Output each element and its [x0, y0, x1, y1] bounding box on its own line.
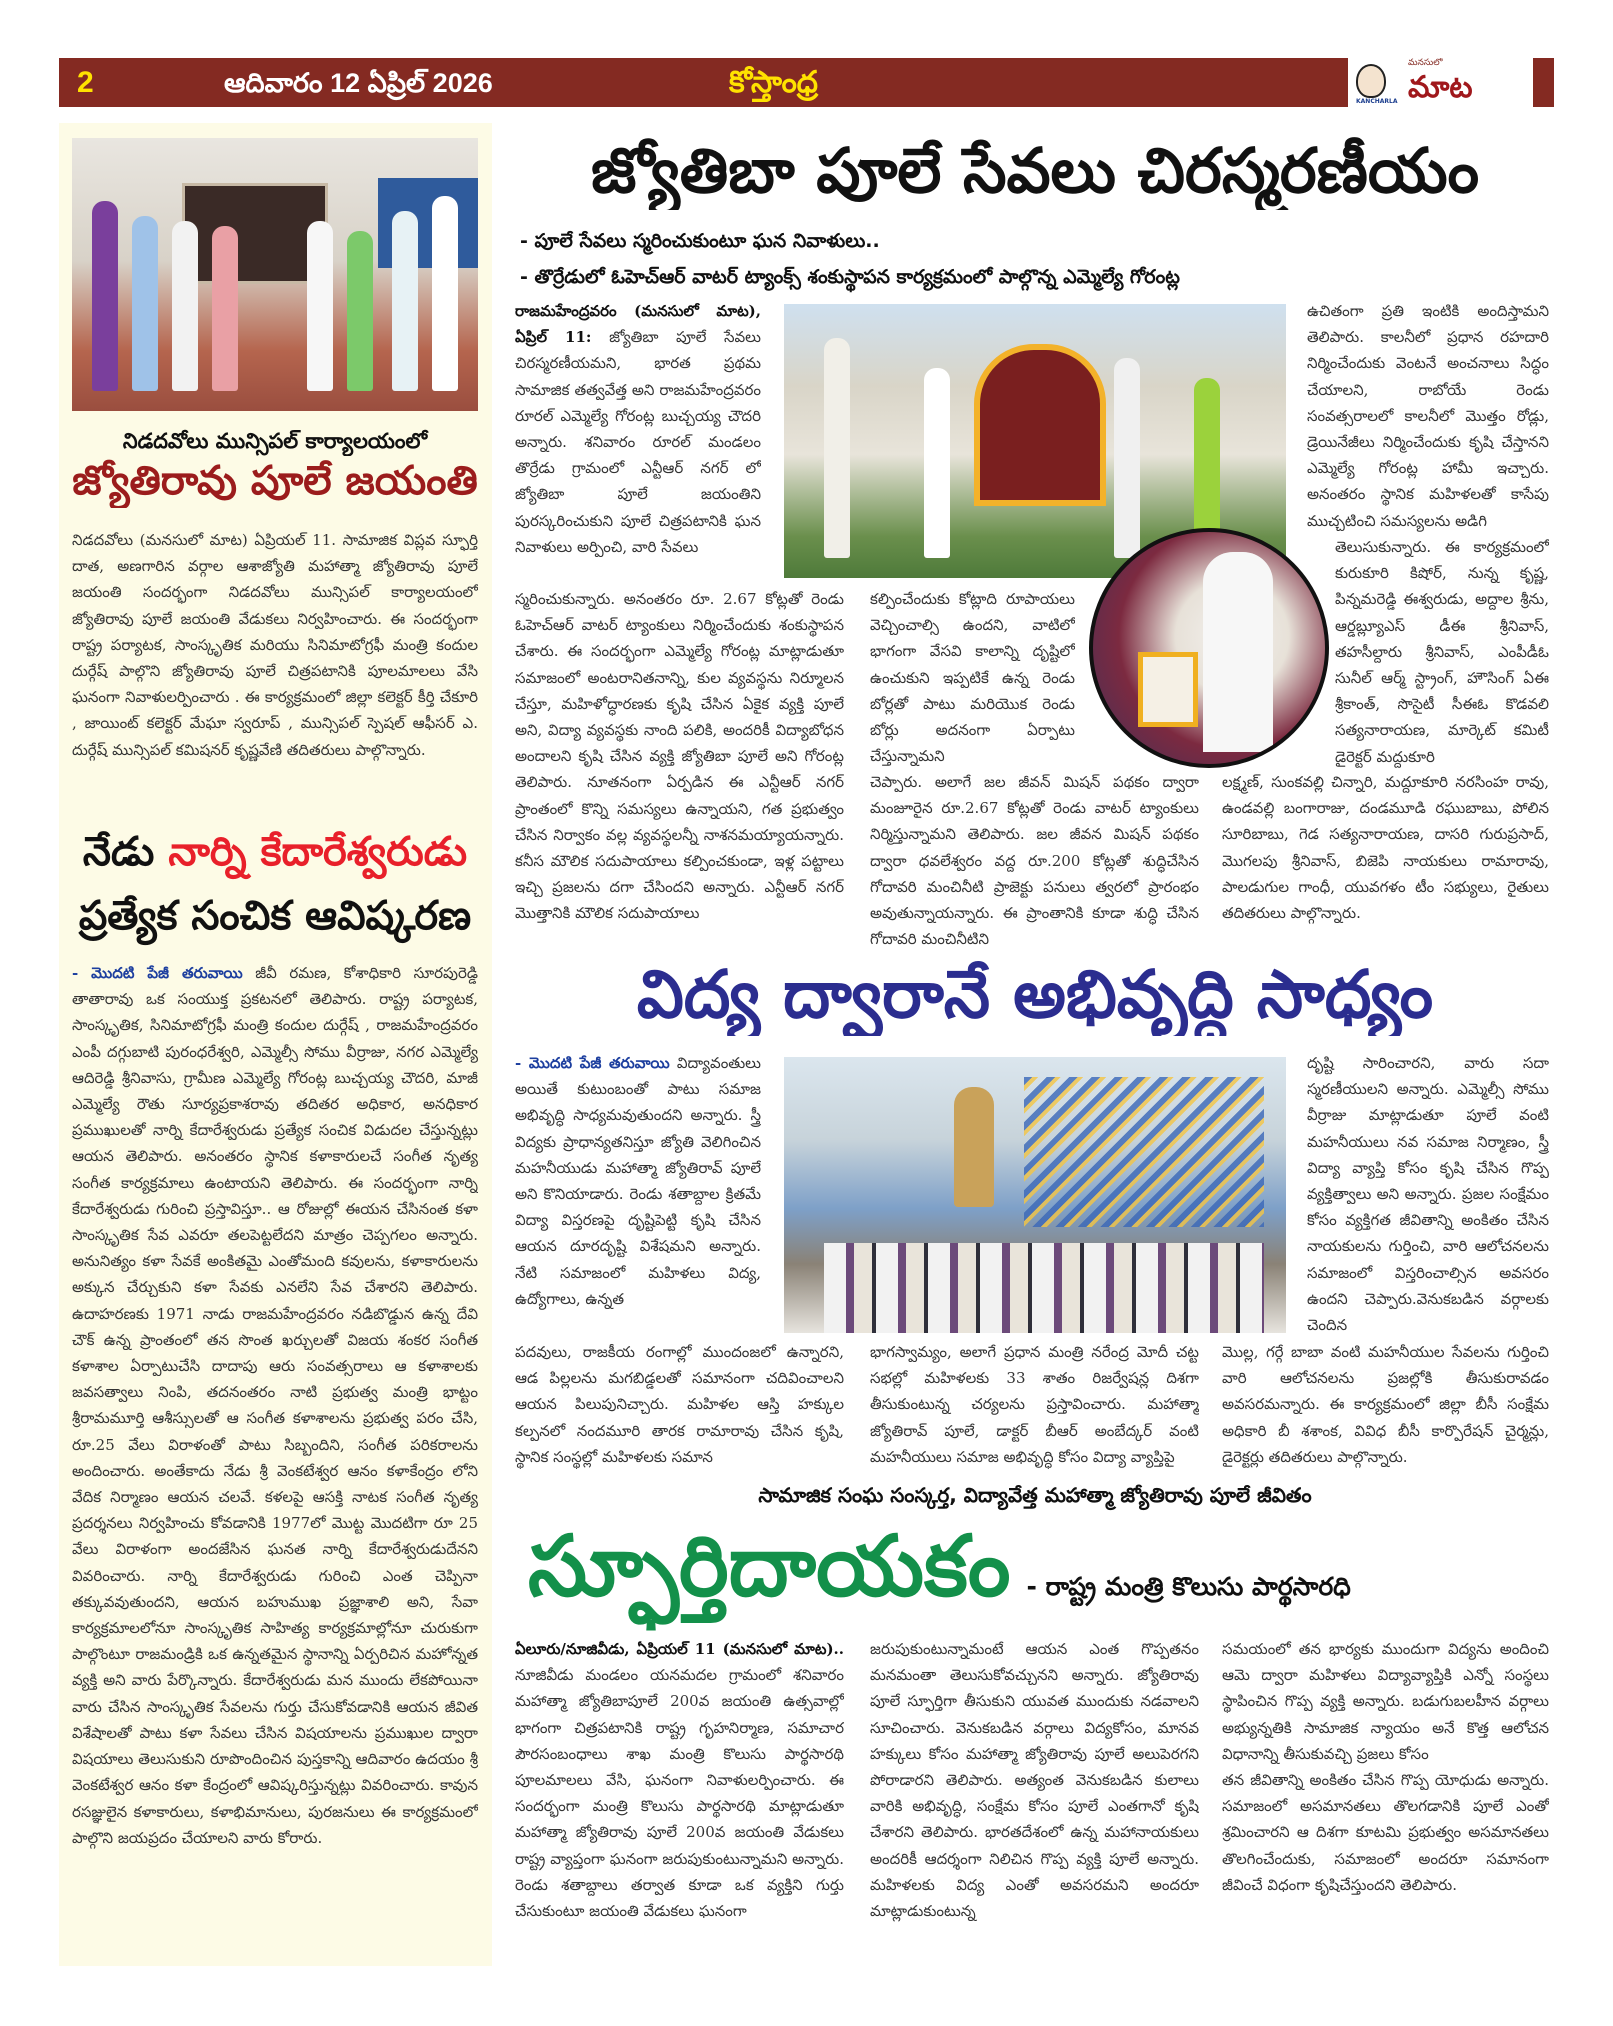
story3-col3-para2: తన జీవితాన్ని అంకితం చేసిన గొప్ప యోధుడు అన్నారు. సమాజంలో అసమానతలు తొలగడానికి పూలే ఎంతో శ్రమించారని ఆ దిశగా కూటమి ప్రభుత్వం అసమానతలు తొలగించేందుకు, సమాజంలో అందరూ సమానంగా జీవించే విధంగా కృషిచేస్తుందని తెలిపారు.: [1222, 1771, 1549, 1894]
story2-col2: భాగస్వామ్యం, అలాగే ప్రధాన మంత్రి నరేంద్ర మోదీ చట్ట సభల్లో మహిళలకు 33 శాతం రిజర్వేషన్ల దిశగా తీసుకుంటున్న చర్యలను ప్రస్తావించారు. మహాత్మా జ్యోతిరావ్ పూలే, డాక్టర్ బీఆర్ అంబేద్కర్ వంటి మహనీయులు సమాజ అభివృద్ధి కోసం విద్యా వ్యాప్తిపై: [870, 1343, 1199, 1466]
story1-text: జ్యోతిబా పూలే సేవలు చిరస్మరణీయమని, భారత ప్రథమ సామాజిక తత్వవేత్త అని రాజమహేంద్రవరం రూరల్ ఎమ్మెల్యే గోరంట్ల బుచ్చయ్య చౌదరి అన్నారు. శనివారం రూరల్ మండలం తొర్రేడు గ్రామంలో ఎన్టీఆర్ నగర్ లో జ్యోతిబా పూలే జయంతిని పురస్కరించుకుని పూలే చిత్రపటానికి ఘన నివాళులు అర్పించి, వారి సేవలు: [515, 328, 761, 556]
headline-word-today: నేడు: [82, 829, 155, 875]
photo-person: [392, 211, 418, 391]
story3-byline: - రాష్ట్ర మంత్రి కొలుసు పార్థసారధి: [1026, 1572, 1351, 1601]
story2-col3-bottom: మొల్ల, గర్గే బాబా వంటి మహనీయుల సేవలను గుర్తించి వారి ఆలోచనలను ప్రజల్లోకి తీసుకురావడం అవసరమన్నారు. ఈ కార్యక్రమంలో జిల్లా బీసీ సంక్షేమ అధికారి బీ శశాంక, వివిధ బీసీ కార్పొరేషన్ చైర్మన్లు, డైరెక్టర్లు తదితరులు పాల్గొన్నారు.: [1222, 1343, 1549, 1466]
left-story2-text: జీవీ రమణ, కోశాధికారి సూరపురెడ్డి తాతారావు ఒక సంయుక్త ప్రకటనలో తెలిపారు. రాష్ట్ర పర్యాటక, సాంస్కృతిక, సినిమాటోగ్రఫీ మంత్రి కందుల దుర్గేష్ , రాజమహేంద్రవరం ఎంపీ దగ్గుబాటి పురంధరేశ్వరి, ఎమ్మెల్సీ సోము వీర్రాజు, నగర ఎమ్మెల్యే ఆదిరెడ్డి శ్రీనివాసు, గ్రామీణ ఎమ్మెల్యే గోరంట్ల బుచ్చయ్య చౌదరి, మాజీ ఎమ్మెల్యే రౌతు సూర్యప్రకాశరావు తదితర అధికార, అనధికార ప్రముఖులతో నార్ని కేదారేశ్వరుడు ప్రత్యేక సంచిక విడుదల చేస్తున్నట్లు ఆయన తెలిపారు. అనంతరం స్థానిక కళాకారులచే సంగీత నృత్య సంగీత కార్యక్రమాలు ఉంటాయని తెలిపారు. ఈ సందర్భంగా నార్ని కేదారేశ్వరుడు గురించి ప్రస్తావిస్తూ.. ఆ రోజుల్లో ఈయన చేసినంత కళా సాంస్కృతిక సేవ ఎవరూ తలపెట్టలేదని మాత్రం చెప్పగలం అన్నారు. అనునిత్యం కళా సేవకే అంకితమై ఎంతోమంది కవులను, కళాకారులను అక్కున చేర్చుకుని కళా సేవకు ఎనలేని సేవ చేశారని తెలిపారు. ఉదాహరణకు 1971 నాడు రాజమహేంద్రవరం నడిబొడ్డున ఉన్న దేవి చౌక్ ఉన్న ప్రాంతంలో తన సొంత ఖర్చులతో విజయ శంకర సంగీత కళాశాల ఏర్పాటుచేసి దాదాపు ఆరు సంవత్సరాలు ఆ కళాశాలకు జవసత్వాలు నింపి, తదనంతరం నాటి ప్రభుత్వ మంత్రి భాట్టం శ్రీరామమూర్తి ఆశీస్సులతో ఆ సంగీత కళాశాలను ప్రభుత్వ పరం చేసి, రూ.25 వేలు విరాళంతో పాటు సిబ్బందిని, సంగీత పరికరాలను అందించారు. అంతేకాదు నేడు శ్రీ వెంకటేశ్వర ఆనం కళాకేంద్రం లోని వేదిక నిర్మాణం ఆయన చలవే. కళలపై ఆసక్తి నాటక సంగీత నృత్య ప్రదర్శనలు నిర్వహించు కోవడానికి 1977లో మొట్ట మొదటిగా రూ 25 వేలు విరాళంగా అందజేసిన ఘనత నార్ని కేదారేశ్వరుడుదేనని వివరించారు. నార్ని కేదారేశ్వరుడు గురించి ఎంత చెప్పినా తక్కువవుతుందని, ఆయన బహుముఖ ప్రజ్ఞాశాలి అని, సేవా కార్యక్రమాలలోనూ సాంస్కృతిక సాహిత్య కార్యక్రమాల్లోనూ చురుకుగా పాల్గొంటూ రాజమండ్రికి ఒక ఉన్నతమైన స్థానాన్ని ఏర్పరిచిన మహోన్నత వ్యక్తి అని వారు పేర్కొన్నారు. కేదారేశ్వరుడు మన ముందు లేకపోయినా వారు చేసిన సాంస్కృతిక సేవలను గుర్తు చేసుకోవడానికి ఆయన జీవిత విశేషాలతో పాటు కళా సేవలు చేసిన విషయాలను ప్రముఖుల ద్వారా విషయాలు తెలుసుకుని రూపొందించిన పుస్తకాన్ని ఆదివారం ఉదయం శ్రీ వెంకటేశ్వర ఆనం కళా కేంద్రంలో ఆవిష్కరిస్తున్నట్లు వివరించారు. కావున రసజ్ఞులైన కళాకారులు, కళాభిమానులు, పురజనులు ఈ కార్యక్రమంలో పాల్గొని జయప్రదం చేయాలని వారు కోరారు.: [72, 964, 478, 1847]
portrait-frame: [1138, 652, 1198, 727]
logo-brand: KANCHARLA: [1356, 98, 1398, 105]
story1-col2-top: కల్పించేందుకు కోట్లాది రూపాయలు వెచ్చించాల్సి ఉందని, వాటిలో భాగంగా వేసవి కాలాన్ని దృష్టిలో ఉంచుకుని ఇప్పటికే ఉన్న రెండు బోర్లతో పాటు మరియొక రెండు బోర్లు అదనంగా ఏర్పాటు చేస్తున్నామని: [870, 590, 1075, 766]
photo-person: [172, 221, 198, 391]
photo-caption: నిడదవోలు మున్సిపల్ కార్యాలయంలో: [122, 429, 428, 453]
tribute-inset-photo: [1089, 528, 1329, 768]
photo-crowd: [824, 1243, 1264, 1333]
story3-text: నూజివీడు మండలం యనమదల గ్రామంలో శనివారం మహాత్మా జ్యోతిబాపూలే 200వ జయంతి ఉత్సవాల్లో భాగంగా చిత్రపటానికి రాష్ట్ర గృహనిర్మాణ, సమాచార పౌరసంబంధాలు శాఖ మంత్రి కొలుసు పార్థసారథి పూలమాలలు వేసి, ఘనంగా నివాళులర్పించారు. ఈ సందర్భంగా మంత్రి కొలుసు పార్థసారథి మాట్లాడుతూ మహాత్మా జ్యోతిరావు పూలే 200వ జయంతి వేడుకలు రాష్ట్ర వ్యాప్తంగా ఘనంగా జరుపుకుంటున్నామని అన్నారు. రెండు శతాబ్దాలు తర్వాత కూడా ఒక వ్యక్తిని గుర్తు చేసుకుంటూ జయంతి వేడుకలు ఘనంగా: [515, 1666, 844, 1921]
edition-region: కోస్తాంధ్ర: [729, 64, 818, 100]
story3-kicker: సామాజిక సంఘ సంస్కర్త, విద్యావేత్త మహాత్మా జ్యోతిరావు పూలే జీవితం: [758, 1483, 1312, 1507]
photo-person: [307, 221, 333, 391]
photo-person: [347, 231, 373, 391]
story3-col3-para1: సమయంలో తన భార్యకు ముందుగా విద్యను అందించి ఆమె ద్వారా మహిళలు విద్యావ్యాప్తికి ఎన్నో సంస్థలు స్థాపించిన గొప్ప వ్యక్తి అన్నారు. బడుగుబలహీన వర్గాలు అభ్యున్నతికి సామాజిక న్యాయం అనే కొత్త ఆలోచన విధానాన్ని తీసుకువచ్చి ప్రజలు కోసం: [1222, 1640, 1549, 1763]
story2-text: విద్యావంతులు అయితే కుటుంబంతో పాటు సమాజ అభివృద్ధి సాధ్యమవుతుందని అన్నారు. స్త్రీ విద్యకు ప్రాధాన్యతనిస్తూ జ్యోతి వెలిగించిన మహనీయుడు మహాత్మా జ్యోతిరావ్ పూలే అని కొనియాడారు. రెండు శతాబ్దాల క్రితమే విద్యా విస్తరణపై దృష్టిపెట్టి కృషి చేసిన ఆయన దూరదృష్టి విశేషమని అన్నారు. నేటి సమాజంలో మహిళలు విద్య, ఉద్యోగాలు, ఉన్నత: [515, 1054, 761, 1308]
photo-person: [132, 216, 158, 391]
story1-dateline: రాజమహేంద్రవరం (మనసులో మాట), ఏప్రిల్ 11:: [515, 302, 761, 347]
continued-from-label: - మొదటి పేజీ తరువాయి: [72, 964, 243, 982]
story3-col3: [1222, 1636, 1549, 1951]
story1-col3-mid: తెలుసుకున్నారు. ఈ కార్యక్రమంలో కురుకూరి కిషోర్, నున్న కృష్ణ, పిన్నమరెడ్డి ఈశ్వరుడు, అద్దాల శ్రీను, ఆర్డబ్ల్యూఎస్ డీఈ శ్రీనివాస్, తహసీల్దారు శ్రీనివాస్, ఎంపీడీఓ సునీల్ ఆర్మ్ స్ట్రాంగ్, హౌసింగ్ ఏఈ శ్రీకాంత్, సొసైటీ సీఈఓ కొడవలి సత్యనారాయణ, మార్కెట్ కమిటీ డైరెక్టర్ మద్దుకూరి: [1335, 538, 1549, 766]
headline-name-highlight: నార్ని కేదారేశ్వరుడు: [168, 829, 468, 875]
story1-subhead: - తొర్రేడులో ఓహెచ్ఆర్ వాటర్ ట్యాంక్స్ శంకుస్థాపన కార్యక్రమంలో పాల్గొన్న ఎమ్మెల్యే గోరంట్ల: [520, 266, 1180, 288]
statue-garlanding-photo: [784, 1057, 1286, 1333]
photo-person: [212, 226, 238, 391]
logo-title: మాట: [1408, 70, 1473, 105]
story1-headline: జ్యోతిబా పూలే సేవలు చిరస్మరణీయం: [590, 136, 1480, 207]
photo-statue: [954, 1087, 994, 1207]
photo-staircase: [1024, 1077, 1264, 1227]
left-story-body: నిడదవోలు (మనసులో మాట) ఏప్రియల్ 11. సామాజిక విప్లవ స్ఫూర్తి దాత, అణగారిన వర్గాల ఆశాజ్యోతి మహాత్మా జ్యోతిరావు పూలే జయంతి సందర్భంగా నిడదవోలు మున్సిపల్ కార్యాలయంలో జ్యోతిరావు పూలే జయంతి వేడుకలు నిర్వహించారు. ఈ సందర్భంగా రాష్ట్ర పర్యాటక, సాంస్కృతిక మరియు సినిమాటోగ్రఫీ మంత్రి కందుల దుర్గేష్ పాల్గొని జ్యోతిరావు పూలే చిత్రపటానికి పూలమాలలు వేసి ఘనంగా నివాళులర్పించారు . ఈ కార్యక్రమంలో జిల్లా కలెక్టర్ కీర్తి చేకూరి , జాయింట్ కలెక్టర్ మేఘా స్వరూప్ , మున్సిపల్ స్పెషల్ ఆఫీసర్ ఎ. దుర్గేష్ మున్సిపల్ కమిషనర్ కృష్ణవేణి తదితరులు పాల్గొన్నారు.: [72, 531, 478, 759]
edition-date: ఆదివారం 12 ఏప్రిల్ 2026: [224, 67, 493, 98]
story2-col1-bottom: పదవులు, రాజకీయ రంగాల్లో ముందంజలో ఉన్నారని, ఆడ పిల్లలను మగబిడ్డలతో సమానంగా చదివించాలని ఆయన పిలుపునిచ్చారు. మహిళల ఆస్తి హక్కుల కల్పనలో నందమూరి తారక రామారావు చేసిన కృషి, స్థానిక సంస్థల్లో మహిళలకు సమాన: [515, 1343, 844, 1466]
logo-subtitle: మనసులో: [1408, 58, 1443, 68]
story2-col3-top: దృష్టి సారించారని, వారు సదా స్మరణీయులని అన్నారు. ఎమ్మెల్సీ సోము వీర్రాజు మాట్లాడుతూ పూలే వంటి మహనీయులు నవ సమాజ నిర్మాణం, స్త్రీ విద్యా వ్యాప్తి కోసం కృషి చేసిన గొప్ప వ్యక్తిత్వాలు అని అన్నారు. ప్రజల సంక్షేమం కోసం వ్యక్తిగత జీవితాన్ని అంకితం చేసిన నాయకులను గుర్తించి, వారి ఆలోచనలను సమాజంలో విస్తరించాల్సిన అవసరం ఉందని చెప్పారు.వెనుకబడిన వర్గాలకు చెందిన: [1307, 1054, 1549, 1335]
continued-from-label: - మొదటి పేజీ తరువాయి: [515, 1054, 670, 1072]
story1-col3-top: ఉచితంగా ప్రతి ఇంటికి అందిస్తామని తెలిపారు. కాలనీలో ప్రధాన రహదారి నిర్మించేందుకు వెంటనే అంచనాలు సిద్ధం చేయాలని, రాబోయే రెండు సంవత్సరాలలో కాలనీలో మొత్తం రోడ్లు, డ్రెయినేజీలు నిర్మించేందుకు కృషి చేస్తానని ఎమ్మెల్యే గోరంట్ల హామీ ఇచ్చారు. అనంతరం స్థానిక మహిళలతో కాసేపు ముచ్చటించి సమస్యలను అడిగి: [1307, 302, 1549, 530]
masthead-bar-tail: [1533, 58, 1554, 107]
photo-person: [1203, 552, 1273, 752]
story1-subhead: - పూలే సేవలు స్మరించుకుంటూ ఘన నివాళులు..: [520, 230, 880, 252]
story1-col3-bottom: లక్ష్మణ్, సుంకవల్లి చిన్నారి, మద్దూకూరి నరసింహ రావు, ఉండవల్లి బంగారాజు, దండమూడి రఘుబాబు, పోలిన సూరిబాబు, గెడ సత్యనారాయణ, దాసరి గురుప్రసాద్, మొగలపు శ్రీనివాస్, బిజెపి నాయకులు రామారావు, పాలడుగుల గాంధీ, యువగళం టీం సభ్యులు, రైతులు తదితరులు పాల్గొన్నారు.: [1222, 773, 1549, 923]
left-headline2-line2: ప్రత్యేక సంచిక ఆవిష్కరణ: [78, 893, 472, 939]
photo-person: [92, 201, 118, 391]
story3-headline: స్ఫూర్తిదాయకం: [528, 1517, 1011, 1615]
story1-col1-bottom: స్మరించుకున్నారు. అనంతరం రూ. 2.67 కోట్లతో రెండు ఓహెచ్ఆర్ వాటర్ ట్యాంకులు నిర్మించేందుకు శంకుస్థాపన చేశారు. ఈ సందర్భంగా ఎమ్మెల్యే గోరంట్ల మాట్లాడుతూ సమాజంలో అంటరానితనాన్ని, కుల వ్యవస్థను నిర్మూలన చేస్తూ, మహిళోద్ధారణకు కృషి చేసిన ఏకైక వ్యక్తి పూలే అని, విద్యా వ్యవస్థకు నాంది పలికి, అందరికీ విద్యాబోధన అందాలని కృషి చేసిన వ్యక్తి జ్యోతిబా పూలే అని గోరంట్ల తెలిపారు. నూతనంగా ఏర్పడిన ఈ ఎన్టీఆర్ నగర్ ప్రాంతంలో కొన్ని సమస్యలు ఉన్నాయని, గత ప్రభుత్వం చేసిన నిర్వాకం వల్ల వ్యవస్థలన్నీ నాశనమయ్యాయన్నారు. కనీస మౌలిక సదుపాయాలు కల్పించకుండా, ఇళ్ల పట్టాలు ఇచ్చి ప్రజలను దగా చేసిందని అన్నారు. ఎన్టీఆర్ నగర్ మొత్తానికి మౌలిక సదుపాయాలు: [515, 590, 844, 923]
story3-dateline: ఏలూరు/నూజివీడు, ఏప్రియల్ 11 (మనసులో మాట)..: [515, 1640, 844, 1658]
photo-person: [924, 368, 950, 558]
story2-col1-top: [515, 1050, 761, 1339]
founder-portrait-icon: [1356, 64, 1386, 98]
left-headline: జ్యోతిరావు పూలే జయంతి: [72, 458, 478, 504]
newspaper-logo: [1348, 58, 1533, 107]
photo-person: [824, 338, 850, 558]
photo-person: [432, 196, 458, 391]
left-story2-body: [72, 960, 478, 1955]
story3-col2: జరుపుకుంటున్నామంటే ఆయన ఎంత గొప్పతనం మనమంతా తెలుసుకోవచ్చునని అన్నారు. జ్యోతిరావు పూలే స్ఫూర్తిగా తీసుకుని యువత ముందుకు నడవాలని సూచించారు. వెనుకబడిన వర్గాలు విద్యకోసం, మానవ హక్కులు కోసం మహాత్మా జ్యోతిరావు పూలే అలుపెరగని పోరాడారని తెలిపారు. అత్యంత వెనుకబడిన కులాలు వారికి అభివృద్ధి, సంక్షేమ కోసం పూలే ఎంతగానో కృషి చేశారని తెలిపారు. భారతదేశంలో ఉన్న మహానాయకులు అందరికీ ఆదర్శంగా నిలిచిన గొప్ప వ్యక్తి పూలే అన్నారు. మహిళలకు విద్య ఎంతో అవసరమని అందరూ మాట్లాడుకుంటున్న: [870, 1640, 1199, 1921]
story1-col2-bottom: చెప్పారు. అలాగే జల జీవన్ మిషన్ పథకం ద్వారా మంజూరైన రూ.2.67 కోట్లతో రెండు వాటర్ ట్యాంకులు నిర్మిస్తున్నామని తెలిపారు. జల జీవన మిషన్ పథకం ద్వారా ధవలేశ్వరం వద్ద రూ.200 కోట్లతో శుద్ధిచేసిన గోదావరి మంచినీటి ప్రాజెక్టు పనులు త్వరలో ప్రారంభం అవుతున్నాయన్నారు. ఈ ప్రాంతానికి కూడా శుద్ధి చేసిన గోదావరి మంచినీటిని: [870, 773, 1199, 949]
photo-plaque: [974, 344, 1106, 506]
story3-headline-row: [528, 1512, 1351, 1615]
masthead-row: [77, 58, 1342, 107]
story1-col1-top: [515, 298, 761, 586]
photo-person: [1114, 358, 1140, 558]
page-number: 2: [77, 65, 94, 99]
municipal-office-photo: [72, 138, 478, 411]
story3-col1: [515, 1636, 844, 1951]
left-headline2-line1: [72, 828, 478, 884]
story2-headline: విద్య ద్వారానే అభివృద్ధి సాధ్యం: [636, 958, 1434, 1033]
